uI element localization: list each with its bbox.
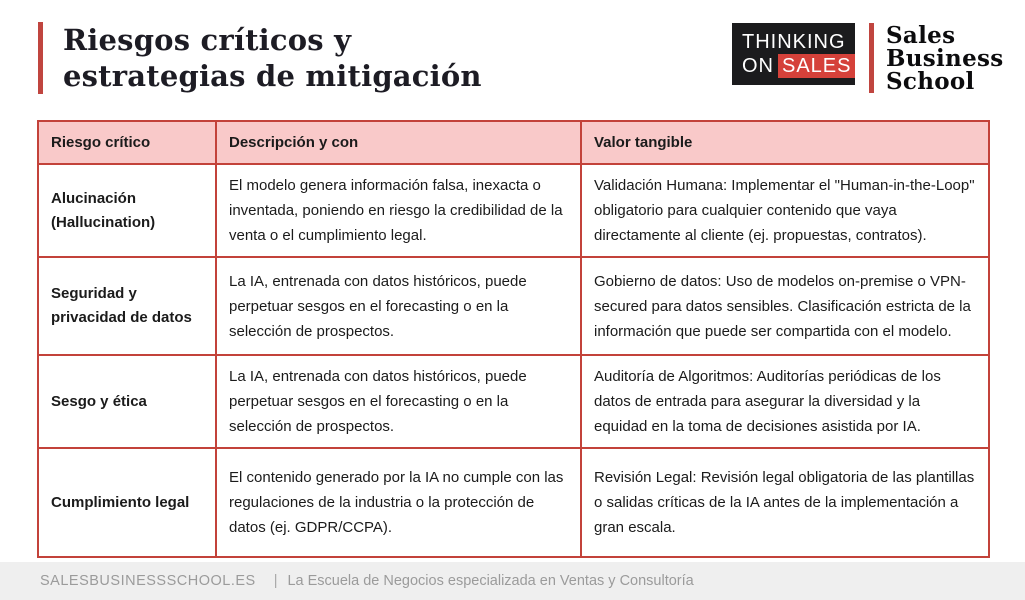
logo-school-line1: Sales xyxy=(886,22,956,49)
sales-business-school-logo xyxy=(886,23,1004,93)
brand-logo xyxy=(732,23,1004,93)
description-cell: La IA, entrenada con datos históricos, puede perpetuar sesgos en el forecasting o en la selección de prospectos. xyxy=(216,257,581,355)
thinking-on-sales-logo xyxy=(732,23,855,85)
slide-title-block xyxy=(38,22,482,94)
header-riesgo-critico: Riesgo crítico xyxy=(38,121,216,164)
table-row xyxy=(38,257,989,355)
value-cell: Revisión Legal: Revisión legal obligatoria de las plantillas o salidas críticas de la IA antes de la implementación a gran escala. xyxy=(581,448,989,557)
value-cell: Validación Humana: Implementar el "Human-in-the-Loop" obligatorio para cualquier contenido que vaya directamente al cliente (ej. propuestas, contratos). xyxy=(581,164,989,257)
logo-school-line3: School xyxy=(886,68,975,95)
logo-divider-bar xyxy=(869,23,874,93)
risk-cell: Cumplimiento legal xyxy=(38,448,216,557)
table-row xyxy=(38,448,989,557)
table-row xyxy=(38,355,989,448)
header-descripcion: Descripción y con xyxy=(216,121,581,164)
page-title xyxy=(63,22,482,94)
risk-cell: Alucinación (Hallucination) xyxy=(38,164,216,257)
table-row xyxy=(38,164,989,257)
risk-cell: Seguridad y privacidad de datos xyxy=(38,257,216,355)
risk-mitigation-table xyxy=(37,120,990,558)
header-valor-tangible: Valor tangible xyxy=(581,121,989,164)
footer-tagline: La Escuela de Negocios especializada en Ventas y Consultoría xyxy=(287,573,694,589)
logo-sales-text: SALES xyxy=(778,54,855,78)
logo-thinking-text: THINKING xyxy=(742,31,846,53)
page-title-line2: estrategias de mitigación xyxy=(63,59,482,93)
value-cell: Auditoría de Algoritmos: Auditorías periódicas de los datos de entrada para asegurar la diversidad y la equidad en la toma de decisiones asistida por IA. xyxy=(581,355,989,448)
table-header-row xyxy=(38,121,989,164)
value-cell: Gobierno de datos: Uso de modelos on-premise o VPN-secured para datos sensibles. Clasificación estricta de la información que puede ser compartida con el modelo. xyxy=(581,257,989,355)
logo-on-text: ON xyxy=(742,55,774,77)
footer xyxy=(0,562,1025,600)
logo-on-sales-line xyxy=(742,54,855,78)
risk-cell: Sesgo y ética xyxy=(38,355,216,448)
page-title-line1: Riesgos críticos y xyxy=(63,23,352,57)
footer-website: SALESBUSINESSSCHOOL.ES xyxy=(40,573,256,589)
description-cell: La IA, entrenada con datos históricos, puede perpetuar sesgos en el forecasting o en la selección de prospectos. xyxy=(216,355,581,448)
title-accent-bar xyxy=(38,22,43,94)
logo-school-line2: Business xyxy=(886,45,1004,72)
description-cell: El modelo genera información falsa, inexacta o inventada, poniendo en riesgo la credibilidad de la venta o el cumplimiento legal. xyxy=(216,164,581,257)
footer-separator: | xyxy=(273,573,278,589)
description-cell: El contenido generado por la IA no cumple con las regulaciones de la industria o la protección de datos (ej. GDPR/CCPA). xyxy=(216,448,581,557)
